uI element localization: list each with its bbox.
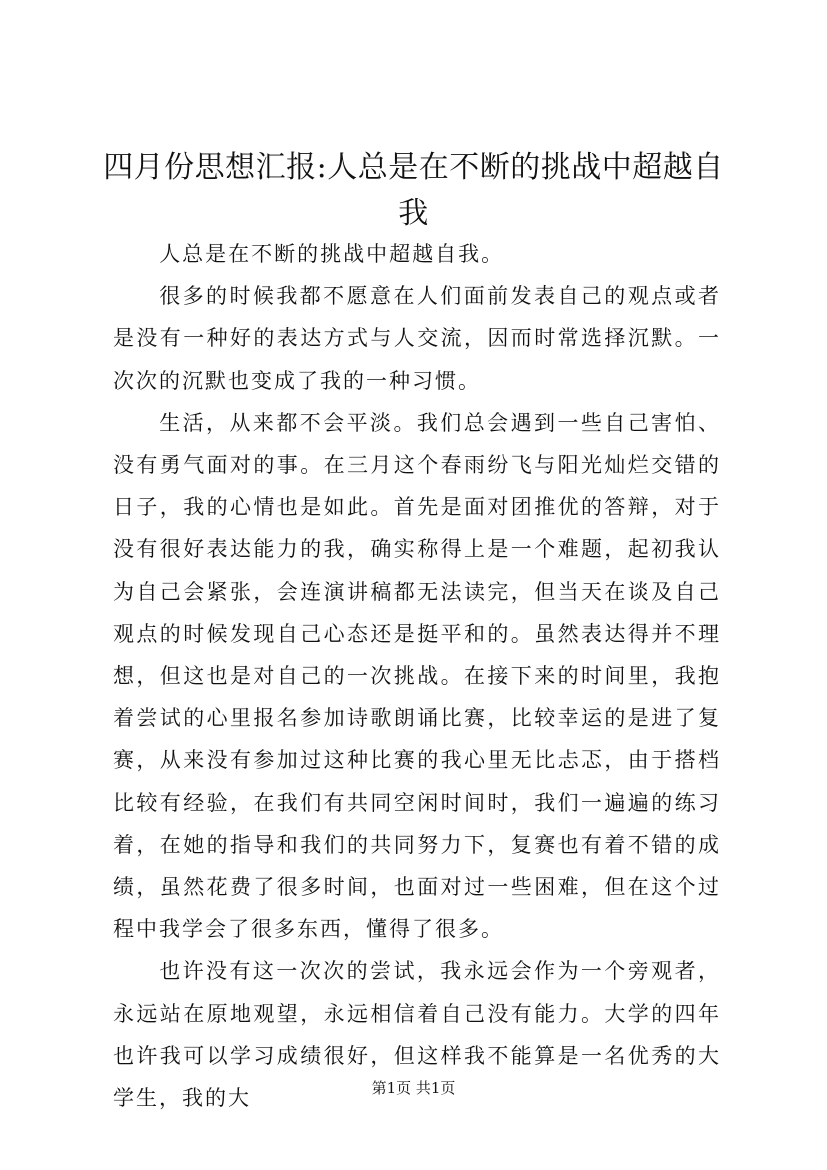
paragraph-1: 人总是在不断的挑战中超越自我。 [159, 242, 505, 266]
page-footer: 第1页 共1页 [371, 1079, 456, 1097]
document-body [113, 233, 721, 1119]
document-title: 四月份思想汇报:人总是在不断的挑战中超越自我 [103, 150, 724, 231]
paragraph-4: 也许没有这一次次的尝试，我永远会作为一个旁观者，永远站在原地观望，永远相信着自己没有能力。大学的四年也许我可以学习成绩很好，但这样我不能算是一名优秀的大学生，我的大 [113, 959, 721, 1111]
paragraph-3: 生活，从来都不会平淡。我们总会遇到一些自己害怕、没有勇气面对的事。在三月这个春雨纷飞与阳光灿烂交错的日子，我的心情也是如此。首先是面对团推优的答辩，对于没有很好表达能力的我，确实称得上是一个难题，起初我认为自己会紧张，会连演讲稿都无法读完，但当天在谈及自己观点的时候发现自己心态还是挺平和的。虽然表达得并不理想，但这也是对自己的一次挑战。在接下来的时间里，我抱着尝试的心里报名参加诗歌朗诵比赛，比较幸运的是进了复赛，从来没有参加过这种比赛的我心里无比忐忑，由于搭档比较有经验，在我们有共同空闲时间时，我们一遍遍的练习着，在她的指导和我们的共同努力下，复赛也有着不错的成绩，虽然花费了很多时间，也面对过一些困难，但在这个过程中我学会了很多东西，懂得了很多。 [113, 410, 721, 942]
paragraph-2: 很多的时候我都不愿意在人们面前发表自己的观点或者是没有一种好的表达方式与人交流，因而时常选择沉默。一次次的沉默也变成了我的一种习惯。 [113, 284, 721, 393]
